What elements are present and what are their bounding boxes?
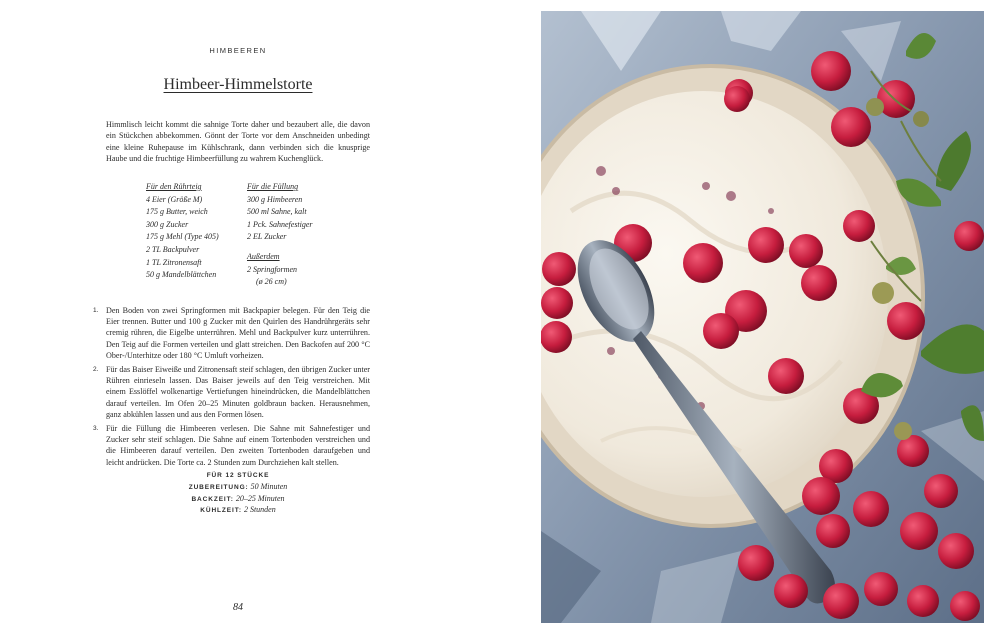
step-item — [93, 423, 370, 468]
instruction-steps — [93, 305, 370, 471]
servings-label: FÜR 12 STÜCKE — [206, 472, 270, 479]
ingredients-ruehrteig — [146, 181, 219, 282]
recipe-title — [0, 76, 476, 94]
recipe-title-text: Himbeer-Himmelstorte — [163, 76, 313, 93]
intro-paragraph: Himmlisch leicht kommt die sahnige Torte daher und bezaubert alle, die davon ein Stückchen abbekommen. Gönnt der Torte vor dem Anschneiden unbedingt eine kleine Ruhepause im Kühlschrank, dann verbinden sich die knusprige Haube und die fruchtige Himbeerfüllung zu wahrem Kuchenglück. — [106, 120, 370, 164]
recipe-meta — [0, 470, 476, 517]
ingredient-spacer — [247, 244, 313, 251]
prep-time-label: ZUBEREITUNG: — [188, 483, 249, 491]
ingredient-item: 500 ml Sahne, kalt — [247, 207, 307, 217]
recipe-photo — [541, 11, 984, 623]
ingredient-heading: Außerdem — [247, 251, 280, 261]
ingredient-item: 2 EL Zucker — [247, 232, 287, 242]
page-number: 84 — [233, 602, 243, 613]
step-item — [93, 305, 370, 361]
ingredient-item: 2 Springformen — [247, 264, 297, 274]
step-text: Für das Baiser Eiweiße und Zitronensaft steif schlagen, den übrigen Zucker unter Rühren einrieseln lassen. Das Baiser jeweils auf den Teig verstreichen. Mit einem Esslöffel wolkenartige Vertiefungen hineindrücken, die Mandelblättchen darauf verteilen. Im Ofen 20–25 Minuten goldbraun backen. Herausnehmen, ganz abkühlen lassen und aus den Formen lösen. — [106, 365, 370, 419]
step-item — [93, 364, 370, 420]
ingredients-fuellung — [247, 181, 313, 289]
ingredient-heading: Für den Rührteig — [146, 182, 202, 191]
ingredient-item: 300 g Zucker — [146, 219, 189, 229]
step-number: 1. — [93, 307, 99, 314]
ingredient-heading: Für die Füllung — [247, 182, 299, 191]
ingredient-item: 300 g Himbeeren — [247, 194, 303, 204]
prep-time-value: 50 Minuten — [250, 481, 288, 491]
ingredient-item: 4 Eier (Größe M) — [146, 194, 203, 204]
section-label: HIMBEEREN — [209, 46, 267, 55]
bake-time-value: 20–25 Minuten — [235, 493, 285, 503]
step-text: Den Boden von zwei Springformen mit Backpapier belegen. Für den Teig die Eier trennen. Butter und 100 g Zucker mit den Quirlen des Handrührgeräts sehr cremig rühren, die Eigelbe unterrühren. Mehl und Backpulver kurz unterrühren. Den Teig auf die Formen verteilen und glatt streichen. Den Backofen auf 200 °C Ober-/Unterhitze oder 180 °C Umluft vorheizen. — [106, 306, 370, 360]
ingredient-item: 1 Pck. Sahnefestiger — [247, 219, 313, 229]
ingredient-item: 175 g Butter, weich — [146, 207, 208, 217]
step-number: 2. — [93, 366, 99, 374]
ingredient-item: 175 g Mehl (Type 405) — [146, 232, 219, 242]
chill-time-value: 2 Stunden — [243, 505, 276, 515]
step-text: Für die Füllung die Himbeeren verlesen. Die Sahne mit Sahnefestiger und Zucker sehr steif schlagen. Die Sahne auf einem Tortenboden verstreichen und die Himbeeren darauf verteilen. Den zweiten Tortenboden daraufgeben und leicht andrücken. Die Torte ca. 2 Stunden zum Durchziehen kalt stellen. — [106, 424, 370, 467]
raspberry-cream-bowl-illustration — [541, 11, 984, 623]
bake-time-label: BACKZEIT: — [191, 495, 234, 503]
ingredient-item: (ø 26 cm) — [256, 277, 287, 287]
chill-time-label: KÜHLZEIT: — [200, 507, 242, 515]
ingredient-item: 1 TL Zitronensaft — [146, 257, 202, 267]
ingredient-item: 50 g Mandelblättchen — [146, 270, 217, 280]
ingredient-item: 2 TL Backpulver — [146, 244, 200, 254]
step-number: 3. — [93, 425, 99, 433]
